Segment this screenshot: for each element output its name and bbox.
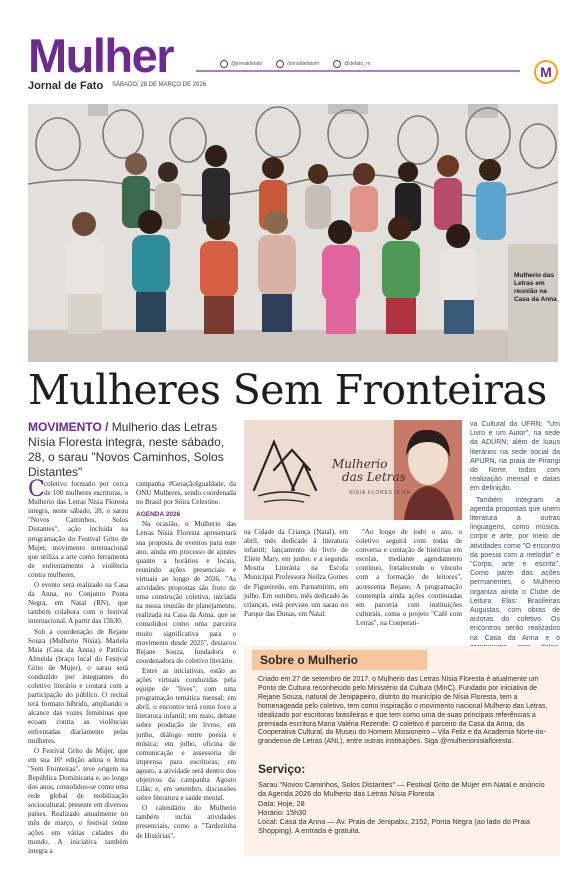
paragraph: Na ocasião, o Mulherio das Letras Nísia Floresta apresentará sua proposta de eventos para este ano, ainda em processo de ajustes quanto a horários e locais, reunindo ações presenciais e virtuais ao longo de 2026. "As atividades propostas são fruto de uma construção coletiva, iniciada na nossa reunião de planejamento, realizada na Casa da Anna, que se consolidou como uma parceira muito significativa para o movimento desde 2025", destacou Rejane Souza, fundadora e coordenadora do coletivo literário.: [136, 520, 236, 665]
paragraph: na Cidade da Criança (Natal), em abril, mês dedicado à literatura infantil; lançamento do livro de Eliete Mary, em junho; e a segunda Mostra Literária na Escola Municipal Professora Neilza Gomes de Figueiredo, em Parnamirim, em julho. Em outubro, mês dedicado às crianças, está previsto um sarau no Parque das Dunas, em Natal.: [244, 528, 348, 618]
paragraph: O evento será realizado na Casa da Anna, no Conjunto Ponta Negra, em Natal (RN), que também colabora com o festival internacional. A partir das 15h30.: [28, 581, 128, 626]
paragraph: "Ao longo de todo o ano, o coletivo seguirá com todas de conversa e contação de histórias em escolas, mediante agendamento contínuo, fortalecendo o vínculo com a formação de leitores", acrescenta Rejane. A programação contempla ainda ações continuadas em parceria com instituições culturais, como o projeto "Café com Letras", na Cooperati-: [356, 528, 462, 627]
brand-logo: Mulher: [28, 29, 174, 82]
paragraph: va Cultural da UFRN; "Um Livro e um Autor", na sede da ADURN; além de luaus literários na sede social da APURN, na praia de Pirangi do Norte, todos com realização mensal e datas em definição.: [470, 421, 560, 493]
header-divider: [196, 70, 520, 72]
servico-details: Sarau "Novos Caminhos, Solos Distantes" — Festival Grito de Mujer em Natal e anúncio da Agenda 2026 do Mulherio das Letras Nísia Floresta Data: Hoje, 28 Horário: 15h30 Local: Casa da Anna — Av. Praia de Jenipabu, 2152, Ponta Negra (ao lado do Praia Shopping). A entrada é gratuita.: [258, 780, 545, 836]
issue-date: SÁBADO, 28 DE MARÇO DE 2026: [112, 82, 207, 88]
twitter-icon: [333, 60, 341, 68]
article-column-3: [244, 528, 348, 620]
social-links: [220, 60, 370, 68]
article-column-2: [136, 480, 236, 842]
group-photo-illustration: [28, 104, 558, 362]
poster-title: Mulherio das Letras: [332, 457, 406, 484]
paragraph: Entre as iniciativas, estão as ações virtuais conduzidas pela equipe de "lives", com uma programação temática mensal: em abril, o encontro terá como foco a literatura infantil; em maio, debate sobre produção de livros; em junho, diálogo entre poesia e música; em julho, oficina de comunicação e assessoria de imprensa para escritoras; em agosto, a atividade será dentro dos objetivos da campanha Agosto Lilás; e, em setembro, discussões sobre literatura e saúde mental.: [136, 666, 236, 803]
social-twitter[interactable]: @defato_rn: [333, 60, 370, 68]
social-instagram[interactable]: @jornaldefato: [220, 60, 262, 68]
facebook-icon: [276, 60, 284, 68]
event-poster: [244, 420, 462, 520]
paragraph: Sob a coordenação de Rejane Souza (Mulherio Nísia), Mariela Maia (Casa da Anna) e Patrícia Almeida (braço local do Festival Grito de Mujer), o sarau será conduzido por integrantes do coletivo literário e contará com a participação do público. O recital terá formato híbrido, ampliando o alcance das vozes femininas que ecoam contra as violências enfrentadas diariamente pelas mulheres.: [28, 627, 128, 745]
poster-subtitle: NÍSIA FLORESTA RN: [349, 490, 412, 496]
paragraph: Também integram a agenda propostas que unem literatura a outras linguagens, como música, corpo e arte, por meio de atividades como "O encontro da poesia com a melodia" e "Corpo, arte e escrita". Como parte das ações permanentes, o Mulherio organiza ainda o Clube de Leitura Elas: Brasileiras Augustas, com obras de autoras do coletivo. Os encontros serão realizados na Casa da Anna e o: [470, 496, 560, 642]
lead: [28, 420, 236, 480]
article-column-4: [356, 528, 462, 629]
headline: Mulheres Sem Fronteiras: [28, 366, 547, 414]
section-subhead: AGENDA 2026: [136, 511, 181, 519]
paragraph: O Festival Grito de Mujer, que em sua 16ª edição adota o lema "Sem Fronteiras", teve origem na República Dominicana e, ao longo dos anos, consolidou-se como uma rede global de mobilização sociocultural, presente em diversos países. Realizado anualmente no mês de março, o festival reúne ações em várias cidades do mundo. A iniciativa também integra a: [28, 746, 128, 855]
servico-title: Serviço:: [258, 762, 306, 776]
photo-caption: Mulherio das Letras em reunião na Casa da Anna: [514, 272, 557, 303]
social-facebook[interactable]: /jornaldefatorn: [276, 60, 319, 68]
sobre-box: [244, 646, 560, 856]
paragraph: campanha #GeraçãoIgualdade, da ONU Mulheres, sendo coordenada no Brasil por Sóira Celestino.: [136, 480, 236, 507]
group-photo: [28, 104, 558, 362]
lead-text: Mulherio das Letras Nísia Floresta integra, neste sábado, 28, o sarau "Novos Caminhos, Solos Distantes": [28, 420, 225, 479]
instagram-icon: [220, 60, 228, 68]
publication-name: Jornal de Fato: [28, 80, 104, 92]
lead-kicker: MOVIMENTO /: [28, 420, 109, 434]
sobre-text: Criado em 27 de setembro de 2017, o Mulherio das Letras Nísia Floresta é atualmente um Ponto de Cultura reconhecido pelo Ministério da Cultura (MinC). Fundado por iniciativa de Rejane Souza, natural de Jenipapeiro, distrito do município de Nísia Floresta, tem a homenageada pelo coletivo, tem como inspiração o movimento nacional Mulherio das Letras, idealizado por escritoras brasileiras e que tem como uma de suas principais referências a premiada escritora Maria Valéria Rezende. O coletivo é parceiro da Casa da Anna, da Cooperativa Cultural, do Museu do Homem Missioneiro – Vila Feliz e da Academia Norte-rio-grandense de Letras (ANL), entre outras instituições. Siga @mulherionisiafloresta.: [258, 676, 548, 746]
article-column-1: [28, 477, 128, 857]
m-badge-icon: M: [534, 60, 558, 84]
dropcap: C: [28, 477, 45, 502]
sobre-title: Sobre o Mulherio: [252, 650, 427, 670]
article-side-column: [470, 420, 560, 672]
masthead: [28, 29, 560, 94]
paragraph: C coletivo formado por cerca de 100 mulheres escritoras, o Mulherio das Letras Nísia Floresta integra, neste sábado, 28, o sarau "Novos Caminhos, Solos Distantes", ação incluída na programação do Festival Grito de Mujer, movimento internacional que utiliza a arte como ferramenta de enfrentamento à violência contra mulheres.: [28, 477, 128, 579]
paragraph: O calendário do Mulherio também inclui atividades presenciais, como a "Tardezinha de Histórias",: [136, 804, 236, 840]
